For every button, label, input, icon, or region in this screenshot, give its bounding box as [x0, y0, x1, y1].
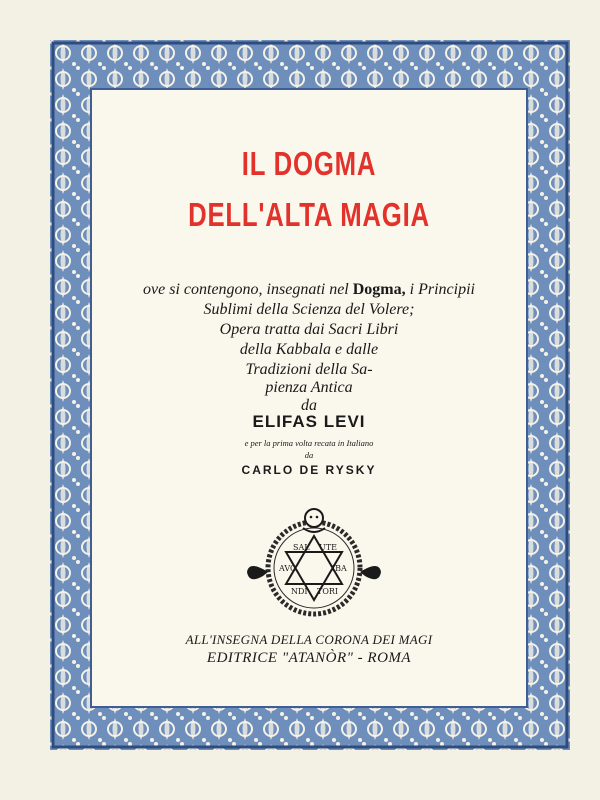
- publisher-line2: EDITRICE "ATANÒR" - ROMA: [206, 650, 412, 666]
- book-title-line1: IL DOGMA: [241, 145, 377, 182]
- emblem-word-tori: TORI: [317, 587, 339, 596]
- emblem-word-ute: UTE: [319, 543, 337, 552]
- subtitle-dogma: Dogma,: [352, 281, 406, 298]
- subtitle-line3: Opera tratta dai Sacri Libri: [219, 321, 399, 338]
- by-label: da: [301, 397, 317, 414]
- author-name: ELIFAS LEVI: [252, 412, 366, 431]
- subtitle-line1-part-c: i Principii: [405, 281, 475, 298]
- hexagram-emblem: [229, 500, 399, 620]
- subtitle-line6: pienza Antica: [265, 379, 353, 396]
- emblem-word-iba: IBA: [332, 564, 347, 573]
- emblem-word-sal: SAL: [293, 543, 310, 552]
- title-panel: [90, 88, 528, 708]
- translation-note: e per la prima volta recata in Italiano: [244, 438, 374, 448]
- subtitle-line1-part-a: ove si contengono, insegnati nel: [143, 281, 353, 298]
- translator-name: CARLO DE RYSKY: [241, 463, 377, 477]
- emblem-word-avo: AVO: [279, 564, 297, 573]
- subtitle-line1: [92, 280, 526, 300]
- by-label-2: da: [304, 450, 314, 460]
- publisher-line1: ALL'INSEGNA DELLA CORONA DEI MAGI: [185, 632, 433, 647]
- subtitle-line5: Tradizioni della Sa-: [245, 361, 373, 378]
- book-title-line2: DELL'ALTA MAGIA: [188, 196, 430, 233]
- emblem-word-ndi: NDI: [291, 587, 308, 596]
- subtitle-line4: della Kabbala e dalle: [239, 341, 379, 358]
- subtitle-line2: Sublimi della Scienza del Volere;: [203, 301, 415, 318]
